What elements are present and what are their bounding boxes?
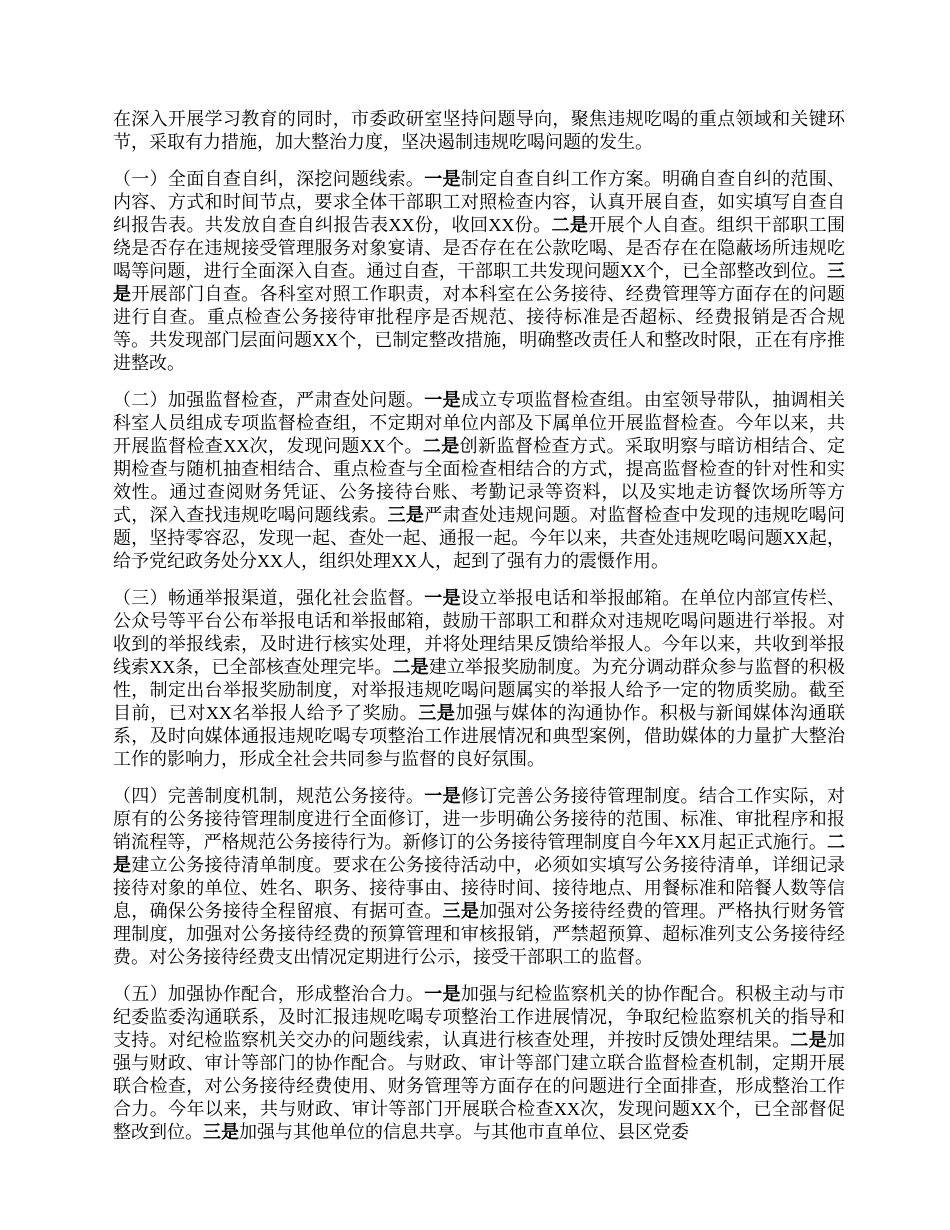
text-run: 开展个人自查。组织干部职工围绕是否存在违规接受管理服务对象宴请、是否存在在公款吃喝、是否存在在隐蔽场所违规吃喝等问题，进行全面深入自查。通过自查，干部职工共发现问题XX个，已全部整改到位。: [113, 215, 846, 281]
paragraph: [113, 785, 845, 969]
text-run: 修订完善公务接待管理制度。结合工作实际，对原有的公务接待管理制度进行全面修订，进一步明确公务接待的范围、标准、审批程序和报销流程等，严格规范公务接待行为。新修订的公务接待管理制度自今年XX月起正式施行。: [113, 786, 846, 852]
bold-run: 一是: [424, 786, 461, 806]
bold-run: 二是: [422, 436, 460, 456]
text-run: （二）加强监督检查，严肃查处问题。: [113, 390, 425, 410]
paragraph: [113, 168, 845, 375]
text-run: （五）加强协作配合，形成整治合力。: [113, 984, 425, 1004]
text-run: 在深入开展学习教育的同时，市委政研室坚持问题导向，聚焦违规吃喝的重点领域和关键环节，采取有力措施，加大整治力度，坚决遏制违规吃喝问题的发生。: [113, 109, 845, 152]
bold-run: 三是: [387, 505, 425, 525]
text-run: 加强与其他单位的信息共享。与其他市直单位、县区党委: [239, 1122, 689, 1142]
text-run: 成立专项监督检查组。由室领导带队，抽调相关科室人员组成专项监督检查组，不定期对单位内部及下属单位开展监督检查。今年以来，共开展监督检查XX次，发现问题XX个。: [113, 390, 846, 456]
text-run: 加强与纪检监察机关的协作配合。积极主动与市纪委监委沟通联系，及时汇报违规吃喝专项整治工作进展情况，争取纪检监察机关的指导和支持。对纪检监察机关交办的问题线索，认真进行核查处理，并按时反馈处理结果。: [113, 984, 846, 1050]
text-run: （三）畅通举报渠道，强化社会监督。: [113, 588, 425, 608]
bold-run: 三是: [418, 703, 456, 723]
text-run: 设立举报电话和举报邮箱。在单位内部宣传栏、公众号等平台公布举报电话和举报邮箱，鼓励干部职工和群众对违规吃喝问题进行举报。对收到的举报线索，及时进行核实处理，并将处理结果反馈给举报人。今年以来，共收到举报线索XX条，已全部核查处理完毕。: [113, 588, 846, 677]
text-run: 严肃查处违规问题。对监督检查中发现的违规吃喝问题，坚持零容忍，发现一起、查处一起、通报一起。今年以来，共查处违规吃喝问题XX起，给予党纪政务处分XX人，组织处理XX人，起到了强有力的震慑作用。: [113, 505, 846, 571]
text-run: （四）完善制度机制，规范公务接待。: [113, 786, 425, 806]
text-run: 建立公务接待清单制度。要求在公务接待活动中，必须如实填写公务接待清单，详细记录接待对象的单位、姓名、职务、接待事由、接待时间、接待地点、用餐标准和陪餐人数等信息，确保公务接待全程留痕、有据可查。: [113, 855, 846, 921]
paragraph: [113, 108, 845, 154]
text-run: 开展部门自查。各科室对照工作职责，对本科室在公务接待、经费管理等方面存在的问题进行自查。重点检查公务接待审批程序是否规范、接待标准是否超标、经费报销是否合规等。共发现部门层面问题XX个，已制定整改措施，明确整改责任人和整改时限，正在有序推进整改。: [113, 284, 846, 373]
text-run: 创新监督检查方式。采取明察与暗访相结合、定期检查与随机抽查相结合、重点检查与全面检查相结合的方式，提高监督检查的针对性和实效性。通过查阅财务凭证、公务接待台账、考勤记录等资料，以及实地走访餐饮场所等方式，深入查找违规吃喝问题线索。: [113, 436, 846, 525]
bold-run: 一是: [424, 169, 461, 189]
bold-run: 三是: [442, 901, 480, 921]
paragraph: [113, 389, 845, 573]
bold-run: 二是: [392, 657, 429, 677]
paragraph: [113, 587, 845, 771]
text-run: 加强对公务接待经费的管理。严格执行财务管理制度，加强对公务接待经费的预算管理和审核报销，严禁超预算、超标准列支公务接待经费。对公务接待经费支出情况定期进行公示，接受干部职工的监督。: [113, 901, 846, 967]
document-body: [113, 108, 845, 1144]
text-run: 加强与财政、审计等部门的协作配合。与财政、审计等部门建立联合监督检查机制，定期开展联合检查，对公务接待经费使用、财务管理等方面存在的问题进行全面排查，形成整治工作合力。今年以来，共与财政、审计等部门开展联合检查XX次，发现问题XX个，已全部督促整改到位。: [113, 1030, 846, 1142]
text-run: （一）全面自查自纠，深挖问题线索。: [113, 169, 425, 189]
paragraph: [113, 983, 845, 1144]
bold-run: 三是: [203, 1122, 239, 1142]
text-run: 制定自查自纠工作方案。明确自查自纠的范围、内容、方式和时间节点，要求全体干部职工对照检查内容，认真开展自查，如实填写自查自纠报告表。共发放自查自纠报告表XX份，收回XX份。: [113, 169, 846, 235]
text-run: 加强与媒体的沟通协作。积极与新闻媒体沟通联系，及时向媒体通报违规吃喝专项整治工作进展情况和典型案例，借助媒体的力量扩大整治工作的影响力，形成全社会共同参与监督的良好氛围。: [113, 703, 846, 769]
bold-run: 一是: [424, 588, 461, 608]
text-run: 建立举报奖励制度。为充分调动群众参与监督的积极性，制定出台举报奖励制度，对举报违规吃喝问题属实的举报人给予一定的物质奖励。截至目前，已对XX名举报人给予了奖励。: [113, 657, 846, 723]
bold-run: 二是: [113, 832, 845, 875]
bold-run: 三是: [113, 261, 845, 304]
bold-run: 二是: [551, 215, 589, 235]
bold-run: 二是: [790, 1030, 828, 1050]
bold-run: 一是: [424, 390, 461, 410]
bold-run: 一是: [424, 984, 461, 1004]
